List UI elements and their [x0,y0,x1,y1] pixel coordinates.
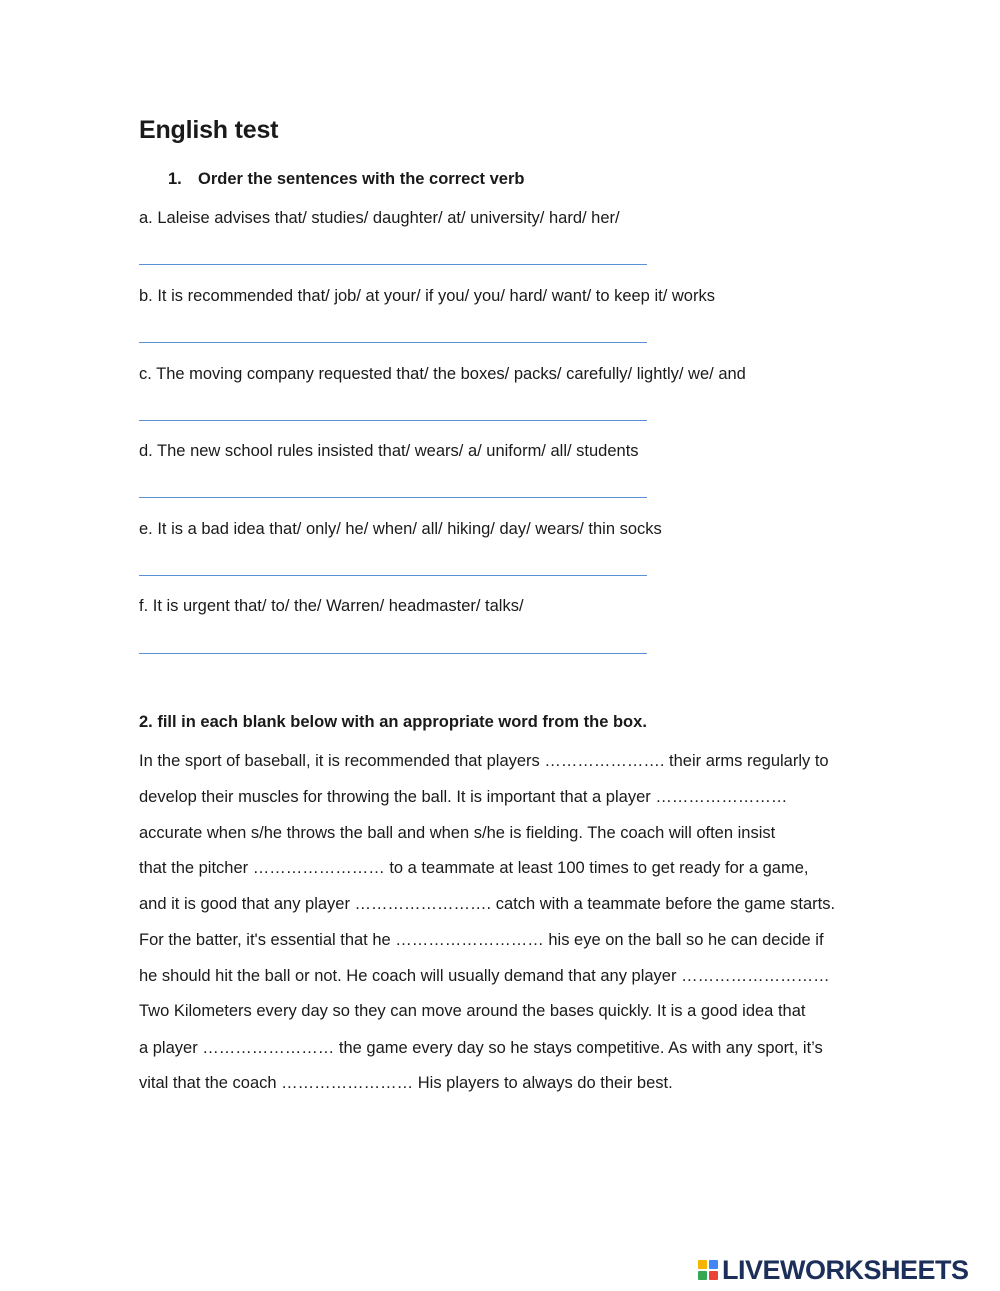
sentence-item-f: f. It is urgent that/ to/ the/ Warren/ headmaster/ talks/ [139,597,524,615]
logo-blocks-icon [698,1260,718,1280]
answer-field-d[interactable] [139,497,647,498]
section1-heading [168,170,524,189]
section1-heading-text: Order the sentences with the correct verb [198,170,525,188]
passage-line: accurate when s/he throws the ball and when s/he is fielding. The coach will often insist [139,824,776,842]
answer-field-a[interactable] [139,264,647,265]
passage-line: he should hit the ball or not. He coach will usually demand that any player ……………………… [139,967,830,985]
answer-field-b[interactable] [139,342,647,343]
answer-field-f[interactable] [139,653,647,654]
passage-line: In the sport of baseball, it is recommended that players …………………. their arms regularly to [139,752,829,770]
passage-line: a player …………………… the game every day so he stays competitive. As with any sport, it’s [139,1039,823,1057]
answer-field-c[interactable] [139,420,647,421]
passage-line: develop their muscles for throwing the ball. It is important that a player …………………… [139,788,788,806]
section2-heading: 2. fill in each blank below with an appropriate word from the box. [139,713,647,731]
logo-block [698,1260,707,1269]
page-title: English test [139,116,279,144]
sentence-item-e: e. It is a bad idea that/ only/ he/ when/ all/ hiking/ day/ wears/ thin socks [139,520,662,538]
passage-line: and it is good that any player ……………………. catch with a teammate before the game starts. [139,895,836,913]
sentence-item-c: c. The moving company requested that/ the boxes/ packs/ carefully/ lightly/ we/ and [139,365,746,383]
logo-block [709,1271,718,1280]
sentence-item-b: b. It is recommended that/ job/ at your/ if you/ you/ hard/ want/ to keep it/ works [139,287,715,305]
answer-field-e[interactable] [139,575,647,576]
passage-line: that the pitcher …………………… to a teammate at least 100 times to get ready for a game, [139,859,809,877]
logo-block [709,1260,718,1269]
sentence-item-a: a. Laleise advises that/ studies/ daughter/ at/ university/ hard/ her/ [139,209,620,227]
sentence-item-d: d. The new school rules insisted that/ wears/ a/ uniform/ all/ students [139,442,639,460]
section1-number: 1. [168,170,182,188]
passage-line: For the batter, it's essential that he ……………………… his eye on the ball so he can decide if [139,931,824,949]
liveworksheets-logo [698,1256,969,1284]
logo-text: LIVEWORKSHEETS [722,1254,969,1285]
passage-line: vital that the coach …………………… His players to always do their best. [139,1074,673,1092]
passage-line: Two Kilometers every day so they can move around the bases quickly. It is a good idea that [139,1002,806,1020]
logo-block [698,1271,707,1280]
